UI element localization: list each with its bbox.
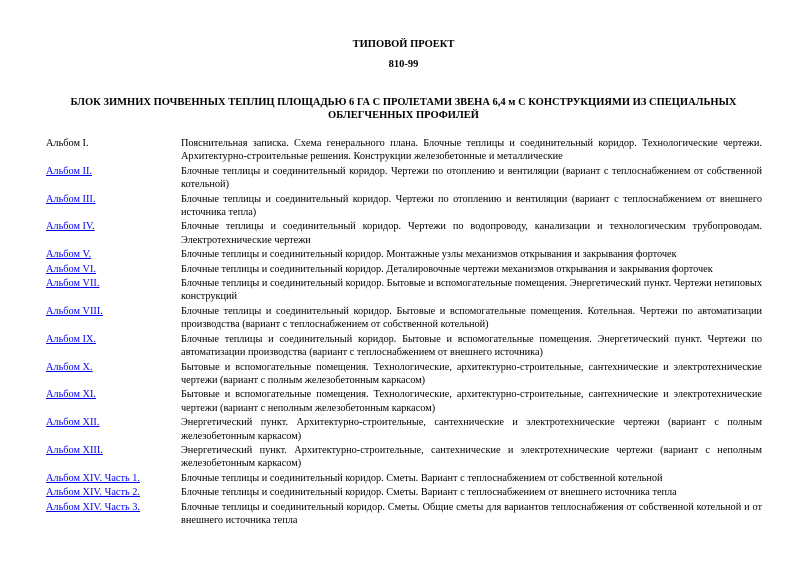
album-name-cell: [46, 500, 181, 528]
album-description: Блочные теплицы и соединительный коридор. Чертежи по отоплению и вентиляции (вариант с теплоснабжением от собственной котельной): [181, 165, 762, 191]
album-link[interactable]: Альбом IV.: [46, 221, 95, 233]
album-description: Блочные теплицы и соединительный коридор. Бытовые и вспомогательные помещения. Котельная. Чертежи по автоматизации производства (вариант с теплоснабжением от собственной котельной): [181, 305, 762, 331]
album-name-cell: [46, 219, 181, 247]
album-row: [46, 360, 762, 388]
album-description: Блочные теплицы и соединительный коридор. Бытовые и вспомогательные помещения. Энергетический пункт. Чертежи по автоматизации производства (вариант с теплоснабжением от внешнего источника): [181, 333, 762, 359]
album-name-cell: [46, 247, 181, 261]
series-name: ТИПОВОЙ ПРОЕКТ: [352, 39, 455, 50]
album-row: [46, 500, 762, 528]
album-description: Пояснительная записка. Схема генерального плана. Блочные теплицы и соединительный коридор. Технологические чертежи. Архитектурно-строительные решения. Конструкции железобетонные и металлические: [181, 138, 762, 163]
album-name-cell: [46, 360, 181, 388]
album-row: [46, 247, 762, 261]
album-description: Блочные теплицы и соединительный коридор. Сметы. Общие сметы для вариантов теплоснабжения от собственной котельной и от внешнего источника тепла: [181, 501, 762, 526]
album-name-cell: [46, 262, 181, 276]
album-name-cell: [46, 276, 181, 304]
album-description: Энергетический пункт. Архитектурно-строительные, сантехнические и электротехнические чертежи (вариант с неполным железобетонным каркасом): [181, 444, 762, 470]
album-name-cell: [46, 164, 181, 192]
album-link[interactable]: Альбом XIV. Часть 2.: [46, 487, 140, 499]
album-description: Энергетический пункт. Архитектурно-строительные, сантехнические и электротехнические чертежи (вариант с полным железобетонным каркасом): [181, 417, 762, 442]
album-name-cell: [46, 387, 181, 415]
album-link[interactable]: Альбом XII.: [46, 417, 100, 429]
album-row: [46, 164, 762, 192]
album-description: Блочные теплицы и соединительный коридор. Сметы. Вариант с теплоснабжением от собственной котельной: [181, 472, 663, 484]
album-row: [46, 219, 762, 247]
album-row: [46, 332, 762, 360]
album-description: Бытовые и вспомогательные помещения. Технологические, архитектурно-строительные, сантехнические и электротехнические чертежи (вариант с полным железобетонным каркасом): [181, 361, 762, 386]
album-list: [46, 137, 762, 527]
album-link[interactable]: Альбом VII.: [46, 278, 100, 290]
album-link[interactable]: Альбом VI.: [46, 263, 96, 275]
album-link[interactable]: Альбом XIV. Часть 1.: [46, 472, 140, 484]
album-description: Блочные теплицы и соединительный коридор. Бытовые и вспомогательные помещения. Энергетический пункт. Чертежи нетиповых конструкций: [181, 278, 762, 303]
album-link[interactable]: Альбом III.: [46, 193, 96, 205]
series-code: 810-99: [388, 59, 419, 70]
album-name-cell: [46, 471, 181, 485]
album-row: [46, 262, 762, 276]
album-link[interactable]: Альбом XIII.: [46, 444, 103, 456]
album-row: [46, 276, 762, 304]
album-row: [46, 304, 762, 332]
album-link[interactable]: Альбом IX.: [46, 333, 96, 345]
album-name-cell: [46, 192, 181, 220]
album-name-cell: [46, 485, 181, 499]
album-description: Блочные теплицы и соединительный коридор. Монтажные узлы механизмов открывания и закрывания форточек: [181, 249, 677, 261]
album-description: Блочные теплицы и соединительный коридор. Деталировочные чертежи механизмов открывания и закрывания форточек: [181, 263, 713, 275]
album-description: Блочные теплицы и соединительный коридор. Чертежи по отоплению и вентиляции (вариант с теплоснабжением от внешнего источника тепла): [181, 193, 762, 219]
album-link[interactable]: Альбом VIII.: [46, 305, 103, 317]
album-row: [46, 192, 762, 220]
project-title: БЛОК ЗИМНИХ ПОЧВЕННЫХ ТЕПЛИЦ ПЛОЩАДЬЮ 6 ГА С ПРОЛЕТАМИ ЗВЕНА 6,4 м С КОНСТРУКЦИЯМИ ИЗ СПЕЦИАЛЬНЫХ ОБЛЕГЧЕННЫХ ПРОФИЛЕЙ: [70, 97, 737, 121]
album-row: [46, 387, 762, 415]
album-name-cell: [46, 332, 181, 360]
album-link[interactable]: Альбом X.: [46, 361, 93, 373]
album-link[interactable]: Альбом XI.: [46, 389, 96, 401]
album-row: [46, 137, 762, 164]
album-row: [46, 471, 762, 485]
album-name: Альбом I.: [46, 138, 89, 149]
album-name-cell: [46, 304, 181, 332]
album-name-cell: [46, 137, 181, 164]
album-row: [46, 485, 762, 499]
album-row: [46, 415, 762, 443]
album-description: Блочные теплицы и соединительный коридор. Сметы. Вариант с теплоснабжением от внешнего источника тепла: [181, 487, 677, 499]
album-name-cell: [46, 415, 181, 443]
album-name-cell: [46, 443, 181, 471]
album-link[interactable]: Альбом V.: [46, 249, 92, 261]
album-description: Блочные теплицы и соединительный коридор. Чертежи по водопроводу, канализации и технологическим трубопроводам. Электротехнические чертежи: [181, 221, 762, 246]
album-description: Бытовые и вспомогательные помещения. Технологические, архитектурно-строительные, сантехнические и электротехнические чертежи (вариант с неполным железобетонным каркасом): [181, 389, 762, 414]
album-row: [46, 443, 762, 471]
album-link[interactable]: Альбом XIV. Часть 3.: [46, 501, 140, 513]
album-link[interactable]: Альбом II.: [46, 165, 92, 177]
